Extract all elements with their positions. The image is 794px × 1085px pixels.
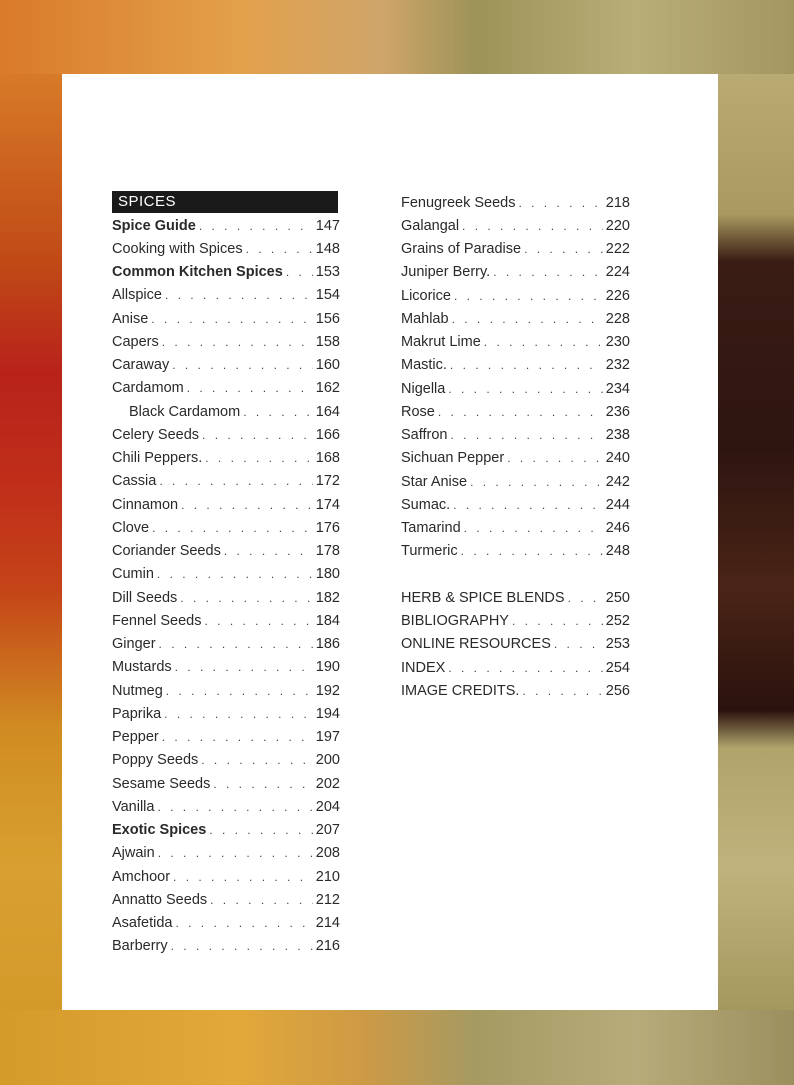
- toc-entry-page-number: 236: [605, 403, 630, 420]
- toc-entry-page-number: 184: [315, 612, 340, 629]
- spice-background-top: [0, 0, 794, 74]
- toc-entry-page-number: 180: [315, 566, 340, 583]
- toc-entry[interactable]: [112, 377, 340, 400]
- toc-entry[interactable]: [401, 238, 630, 261]
- toc-entry[interactable]: [401, 470, 630, 493]
- toc-entry-label: Cardamom: [112, 380, 184, 397]
- toc-entry-label: Allspice: [112, 287, 162, 304]
- dot-leader: [438, 405, 603, 419]
- toc-entry[interactable]: [401, 610, 630, 633]
- dot-leader: [157, 800, 312, 814]
- dot-leader: [554, 637, 603, 651]
- dot-leader: [165, 288, 313, 302]
- toc-entry-label: Pepper: [112, 729, 159, 746]
- toc-entry[interactable]: [401, 424, 630, 447]
- toc-entry[interactable]: [112, 935, 340, 958]
- toc-entry[interactable]: [112, 633, 340, 656]
- toc-entry-label: Ginger: [112, 636, 156, 653]
- toc-entry-page-number: 147: [315, 217, 340, 234]
- dot-leader: [173, 870, 313, 884]
- toc-entry[interactable]: [112, 400, 340, 423]
- toc-entry-label: Paprika: [112, 705, 162, 722]
- toc-entry[interactable]: [112, 842, 340, 865]
- dot-leader: [187, 381, 313, 395]
- toc-entry-page-number: 176: [315, 519, 340, 536]
- toc-entry[interactable]: [112, 330, 340, 353]
- toc-entry-page-number: 200: [315, 752, 340, 769]
- toc-entry[interactable]: [401, 331, 630, 354]
- toc-entry-label: BIBLIOGRAPHY: [401, 613, 509, 630]
- toc-list-right: [401, 191, 630, 563]
- toc-entry[interactable]: [401, 261, 630, 284]
- dot-leader: [159, 637, 313, 651]
- toc-entry[interactable]: [401, 354, 630, 377]
- spice-background-bottom: [0, 1010, 794, 1085]
- toc-entry[interactable]: [401, 656, 630, 679]
- toc-entry-label: Barberry: [112, 938, 168, 955]
- toc-entry-label: IMAGE CREDITS.: [401, 682, 520, 699]
- dot-leader: [172, 358, 313, 372]
- toc-entry-page-number: 253: [605, 636, 630, 653]
- toc-entry[interactable]: [401, 633, 630, 656]
- toc-entry-page-number: 166: [315, 426, 340, 443]
- toc-entry-label: Nutmeg: [112, 682, 163, 699]
- toc-entry-page-number: 220: [605, 217, 630, 234]
- toc-entry[interactable]: [401, 307, 630, 330]
- dot-leader: [210, 893, 313, 907]
- toc-entry-page-number: 192: [315, 682, 340, 699]
- toc-entry[interactable]: [401, 191, 630, 214]
- toc-right-column: [401, 191, 630, 703]
- toc-entry-page-number: 204: [315, 798, 340, 815]
- toc-entry-page-number: 242: [605, 473, 630, 490]
- toc-entry-label: Poppy Seeds: [112, 752, 199, 769]
- toc-entry-label: Ajwain: [112, 845, 155, 862]
- toc-entry-label: Mahlab: [401, 310, 449, 327]
- dot-leader: [522, 684, 602, 698]
- toc-entry[interactable]: [112, 679, 340, 702]
- dot-leader: [286, 265, 313, 279]
- toc-entry-page-number: 172: [315, 473, 340, 490]
- dot-leader: [507, 451, 603, 465]
- toc-list-left: [112, 214, 340, 958]
- toc-page: [62, 74, 718, 1010]
- toc-entry-label: Saffron: [401, 427, 448, 444]
- toc-entry-page-number: 212: [315, 891, 340, 908]
- toc-entry[interactable]: [401, 493, 630, 516]
- dot-leader: [470, 475, 603, 489]
- toc-entry-page-number: 252: [605, 613, 630, 630]
- toc-entry-label: Amchoor: [112, 868, 171, 885]
- toc-entry[interactable]: [112, 912, 340, 935]
- toc-left-column: [112, 191, 340, 958]
- toc-entry-page-number: 158: [315, 333, 340, 350]
- dot-leader: [157, 567, 313, 581]
- dot-leader: [205, 451, 313, 465]
- toc-entry-page-number: 248: [605, 543, 630, 560]
- toc-entry-page-number: 246: [605, 520, 630, 537]
- dot-leader: [162, 335, 313, 349]
- toc-entry[interactable]: [112, 237, 340, 260]
- toc-entry-page-number: 218: [605, 194, 630, 211]
- toc-entry-label: Mastic.: [401, 357, 447, 374]
- toc-entry[interactable]: [112, 726, 340, 749]
- dot-leader: [158, 846, 313, 860]
- toc-entry-label: Vanilla: [112, 798, 155, 815]
- toc-entry-label: Mustards: [112, 659, 172, 676]
- dot-leader: [209, 823, 313, 837]
- toc-entry-page-number: 250: [605, 589, 630, 606]
- toc-entry-page-number: 148: [315, 240, 340, 257]
- toc-entry-label: Star Anise: [401, 473, 468, 490]
- toc-entry-label: Nigella: [401, 380, 446, 397]
- dot-leader: [452, 312, 603, 326]
- spice-background-left: [0, 74, 62, 1010]
- toc-list-back-matter: [401, 586, 630, 702]
- toc-entry-page-number: 162: [315, 380, 340, 397]
- toc-entry-label: HERB & SPICE BLENDS: [401, 589, 565, 606]
- dot-leader: [175, 916, 312, 930]
- dot-leader: [512, 614, 603, 628]
- toc-entry-label: Coriander Seeds: [112, 543, 221, 560]
- toc-entry[interactable]: [401, 400, 630, 423]
- toc-entry-page-number: 174: [315, 496, 340, 513]
- toc-entry-label: Cassia: [112, 473, 157, 490]
- toc-entry[interactable]: [112, 795, 340, 818]
- toc-entry-label: Capers: [112, 333, 159, 350]
- dot-leader: [151, 312, 313, 326]
- toc-entry[interactable]: [112, 656, 340, 679]
- toc-entry-label: Cooking with Spices: [112, 240, 243, 257]
- toc-entry-label: Dill Seeds: [112, 589, 178, 606]
- toc-entry-label: Sichuan Pepper: [401, 450, 505, 467]
- toc-entry-label: Grains of Paradise: [401, 241, 522, 258]
- toc-entry-page-number: 244: [605, 496, 630, 513]
- dot-leader: [152, 521, 313, 535]
- toc-entry-label: Spice Guide: [112, 217, 196, 234]
- toc-entry[interactable]: [112, 470, 340, 493]
- toc-entry-label: Celery Seeds: [112, 426, 200, 443]
- toc-entry-label: Makrut Lime: [401, 334, 481, 351]
- toc-entry-page-number: 254: [605, 659, 630, 676]
- toc-entry-page-number: 164: [315, 403, 340, 420]
- spice-background-right: [718, 74, 794, 1010]
- toc-entry-page-number: 240: [605, 450, 630, 467]
- toc-entry[interactable]: [112, 354, 340, 377]
- toc-entry-label: Fenugreek Seeds: [401, 194, 516, 211]
- toc-entry[interactable]: [401, 679, 630, 702]
- toc-entry-label: Chili Peppers.: [112, 450, 203, 467]
- section-gap: [401, 563, 630, 586]
- toc-entry[interactable]: [401, 540, 630, 563]
- toc-entry-label: Exotic Spices: [112, 822, 207, 839]
- toc-entry[interactable]: [401, 447, 630, 470]
- dot-leader: [164, 707, 313, 721]
- toc-entry[interactable]: [112, 261, 340, 284]
- toc-entry-page-number: 224: [605, 264, 630, 281]
- toc-entry-page-number: 156: [315, 310, 340, 327]
- toc-entry[interactable]: [112, 819, 340, 842]
- toc-entry-label: Anise: [112, 310, 149, 327]
- toc-entry-label: Sumac.: [401, 496, 451, 513]
- dot-leader: [175, 660, 313, 674]
- toc-entry-page-number: 238: [605, 427, 630, 444]
- dot-leader: [518, 196, 602, 210]
- dot-leader: [171, 939, 313, 953]
- dot-leader: [493, 265, 603, 279]
- dot-leader: [448, 382, 602, 396]
- dot-leader: [224, 544, 313, 558]
- toc-entry-page-number: 190: [315, 659, 340, 676]
- toc-entry-page-number: 178: [315, 543, 340, 560]
- toc-entry-page-number: 216: [315, 938, 340, 955]
- dot-leader: [451, 428, 603, 442]
- dot-leader: [450, 358, 603, 372]
- toc-entry-label: Asafetida: [112, 915, 173, 932]
- dot-leader: [484, 335, 603, 349]
- section-header: SPICES: [112, 191, 338, 213]
- toc-entry-label: Juniper Berry.: [401, 264, 491, 281]
- dot-leader: [462, 219, 603, 233]
- toc-entry-page-number: 182: [315, 589, 340, 606]
- dot-leader: [204, 614, 312, 628]
- toc-entry[interactable]: [401, 377, 630, 400]
- dot-leader: [199, 219, 313, 233]
- toc-entry-label: ONLINE RESOURCES: [401, 636, 551, 653]
- dot-leader: [568, 591, 603, 605]
- toc-entry-page-number: 230: [605, 334, 630, 351]
- toc-entry-page-number: 197: [315, 729, 340, 746]
- dot-leader: [453, 498, 603, 512]
- toc-entry[interactable]: [112, 540, 340, 563]
- dot-leader: [213, 777, 312, 791]
- toc-entry-label: Clove: [112, 519, 150, 536]
- toc-entry-label: Common Kitchen Spices: [112, 264, 283, 281]
- toc-entry-page-number: 222: [605, 241, 630, 258]
- dot-leader: [524, 242, 603, 256]
- dot-leader: [162, 730, 313, 744]
- toc-entry-page-number: 232: [605, 357, 630, 374]
- toc-entry-label: Fennel Seeds: [112, 612, 202, 629]
- toc-entry[interactable]: [112, 307, 340, 330]
- toc-entry-page-number: 214: [315, 915, 340, 932]
- dot-leader: [180, 591, 313, 605]
- toc-entry[interactable]: [112, 563, 340, 586]
- toc-entry[interactable]: [112, 888, 340, 911]
- toc-entry-label: Caraway: [112, 357, 170, 374]
- toc-entry-label: Tamarind: [401, 520, 461, 537]
- toc-entry-page-number: 226: [605, 287, 630, 304]
- toc-entry-page-number: 208: [315, 845, 340, 862]
- dot-leader: [181, 498, 313, 512]
- dot-leader: [166, 684, 313, 698]
- dot-leader: [201, 753, 313, 767]
- toc-entry[interactable]: [401, 214, 630, 237]
- toc-entry-page-number: 256: [605, 682, 630, 699]
- dot-leader: [246, 242, 313, 256]
- toc-entry-page-number: 228: [605, 310, 630, 327]
- toc-entry[interactable]: [112, 865, 340, 888]
- dot-leader: [202, 428, 313, 442]
- toc-entry-label: Galangal: [401, 217, 460, 234]
- toc-entry-page-number: 154: [315, 287, 340, 304]
- toc-entry-page-number: 234: [605, 380, 630, 397]
- dot-leader: [159, 474, 312, 488]
- toc-entry-page-number: 160: [315, 357, 340, 374]
- dot-leader: [243, 405, 313, 419]
- toc-entry-page-number: 207: [315, 822, 340, 839]
- toc-entry-label: Annatto Seeds: [112, 891, 208, 908]
- toc-entry-label: Rose: [401, 403, 435, 420]
- toc-entry[interactable]: [112, 423, 340, 446]
- toc-entry[interactable]: [112, 749, 340, 772]
- toc-entry[interactable]: [401, 586, 630, 609]
- toc-entry[interactable]: [112, 214, 340, 237]
- toc-entry-label: Sesame Seeds: [112, 775, 211, 792]
- toc-entry-label: Turmeric: [401, 543, 458, 560]
- dot-leader: [461, 544, 603, 558]
- dot-leader: [464, 521, 603, 535]
- toc-entry[interactable]: [112, 586, 340, 609]
- toc-entry[interactable]: [112, 772, 340, 795]
- dot-leader: [454, 289, 603, 303]
- toc-entry-page-number: 168: [315, 450, 340, 467]
- toc-entry[interactable]: [112, 702, 340, 725]
- toc-entry-label: INDEX: [401, 659, 446, 676]
- toc-entry[interactable]: [401, 517, 630, 540]
- toc-entry-label: Black Cardamom: [129, 403, 241, 420]
- toc-entry[interactable]: [401, 284, 630, 307]
- toc-entry[interactable]: [112, 516, 340, 539]
- toc-entry-label: Licorice: [401, 287, 451, 304]
- toc-entry-label: Cinnamon: [112, 496, 179, 513]
- toc-entry[interactable]: [112, 609, 340, 632]
- toc-entry-page-number: 202: [315, 775, 340, 792]
- toc-entry-page-number: 186: [315, 636, 340, 653]
- toc-entry-page-number: 153: [315, 264, 340, 281]
- toc-entry-page-number: 194: [315, 705, 340, 722]
- dot-leader: [448, 661, 602, 675]
- toc-entry[interactable]: [112, 493, 340, 516]
- toc-entry[interactable]: [112, 447, 340, 470]
- toc-entry-label: Cumin: [112, 566, 154, 583]
- toc-entry-page-number: 210: [315, 868, 340, 885]
- toc-entry[interactable]: [112, 284, 340, 307]
